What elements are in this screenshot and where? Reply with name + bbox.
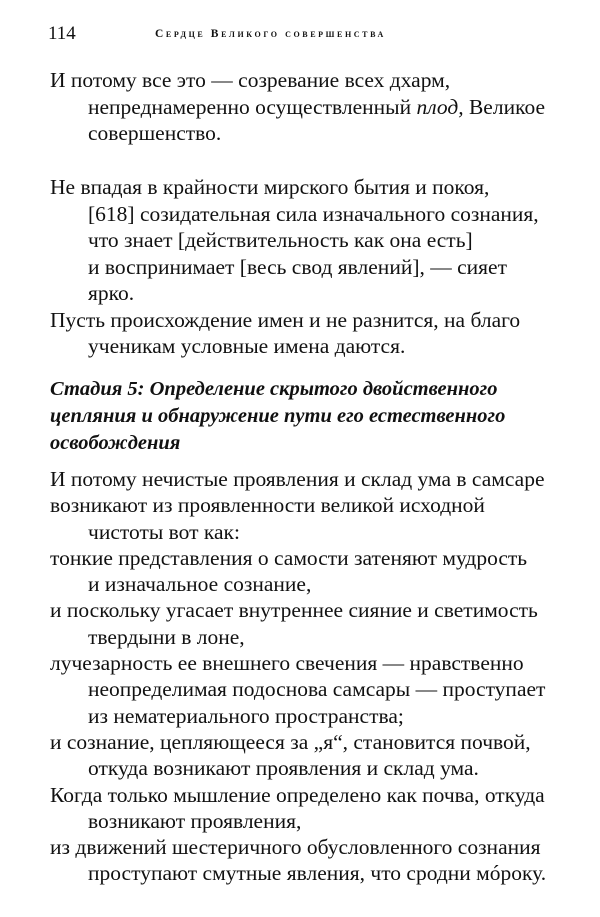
verse-line: и поскольку угасает внутреннее сияние и светимость xyxy=(50,598,538,623)
verse-line: из движений шестеричного обусловленного сознания xyxy=(50,835,541,860)
verse-line: [618] созидательная сила изначального сознания, xyxy=(88,201,539,226)
page-number: 114 xyxy=(48,23,76,44)
verse-line: твердыни в лоне, xyxy=(88,624,245,649)
verse-line: неопределимая подоснова самсары — проступает xyxy=(88,677,546,702)
verse-line: и сознание, цепляющееся за „я“, становится почвой, xyxy=(50,729,531,754)
stanza-1 xyxy=(50,67,590,147)
stanza-3 xyxy=(50,466,590,887)
running-title: Сердце Великого совершенства xyxy=(155,28,386,40)
heading-line: Стадия 5: Определение скрытого двойственного xyxy=(50,378,498,400)
verse-line xyxy=(50,94,590,121)
section-heading xyxy=(50,376,590,457)
verse-line: И потому нечистые проявления и склад ума в самсаре xyxy=(50,467,545,491)
verse-line: возникают из проявленности великой исходной xyxy=(50,493,485,518)
verse-line: и воспринимает [весь свод явлений], — сияет xyxy=(88,254,507,279)
verse-line: что знает [действительность как она есть] xyxy=(88,228,473,252)
verse-line: проступают смутные явления, что сродни мóроку. xyxy=(88,861,547,886)
verse-line: Когда только мышление определено как почва, откуда xyxy=(50,782,545,807)
verse-text: непреднамеренно осуществленный xyxy=(88,94,417,119)
emphasis-text: плод, xyxy=(416,94,464,119)
verse-line: лучезарность ее внешнего свечения — нравственно xyxy=(50,651,524,676)
stanza-2 xyxy=(50,174,590,360)
verse-line: и изначальное сознание, xyxy=(88,572,312,597)
verse-line: чистоты вот как: xyxy=(88,519,240,544)
verse-line: Не впадая в крайности мирского бытия и покоя, xyxy=(50,175,490,199)
verse-line: возникают проявления, xyxy=(88,808,302,833)
heading-line: цепляния и обнаружение пути его естественного xyxy=(50,405,506,427)
verse-line: из нематериального пространства; xyxy=(88,703,404,728)
verse-line: ученикам условные имена даются. xyxy=(88,334,406,358)
heading-line: освобождения xyxy=(50,432,181,454)
verse-text: Великое xyxy=(463,94,545,119)
verse-line: совершенство. xyxy=(88,121,222,145)
verse-line: откуда возникают проявления и склад ума. xyxy=(88,756,479,781)
verse-line: Пусть происхождение имен и не разнится, на благо xyxy=(50,307,521,332)
verse-line: ярко. xyxy=(88,281,135,305)
verse-line: тонкие представления о самости затеняют мудрость xyxy=(50,545,528,570)
verse-line: И потому все это — созревание всех дхарм, xyxy=(50,68,451,92)
